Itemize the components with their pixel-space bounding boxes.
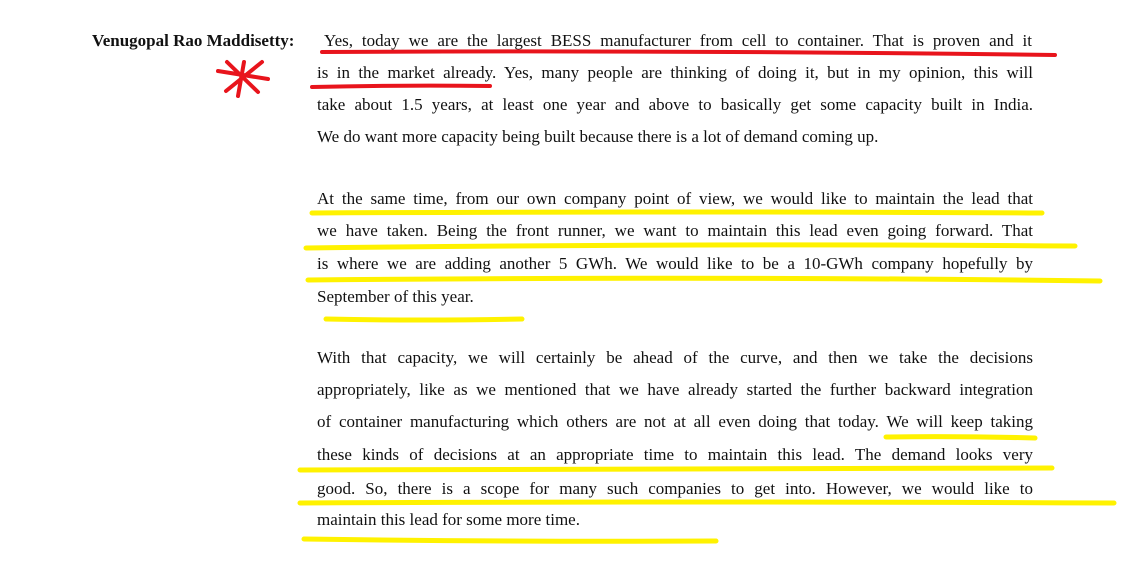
asterisk-icon [218,62,268,96]
paragraph-3-line-6: maintain this lead for some more time. [317,510,580,529]
paragraph-2-line-4: September of this year. [317,287,474,306]
paragraph-1-line-3: take about 1.5 years, at least one year and above to basically get some capacity built in India. [317,95,1033,114]
paragraph-3-line-2: appropriately, like as we mentioned that we have already started the further backward integration [317,380,1033,399]
yellow-underline-p3-line-4 [300,468,1052,470]
yellow-underline-p2-line-4 [326,319,522,320]
paragraph-3-line-4: these kinds of decisions at an appropriate time to maintain this lead. The demand looks very [317,445,1033,464]
paragraph-1-line-1: Yes, today we are the largest BESS manufacturer from cell to container. That is proven and it [324,31,1032,50]
paragraph-1-line-4: We do want more capacity being built because there is a lot of demand coming up. [317,127,879,146]
paragraph-3-line-5: good. So, there is a scope for many such companies to get into. However, we would like to [317,479,1033,498]
yellow-underline-p2-line-3 [308,278,1100,281]
yellow-underline-p2-line-1 [312,212,1042,213]
paragraph-2-line-2: we have taken. Being the front runner, we want to maintain this lead even going forward. That [317,221,1033,240]
yellow-underline-p3-line-3 [886,437,1035,438]
yellow-underline-p3-line-6 [304,539,716,541]
speaker-name: Venugopal Rao Maddisetty: [92,31,295,50]
paragraph-3-line-3: of container manufacturing which others are not at all even doing that today. We will keep taking [317,412,1033,431]
paragraph-3-line-1: With that capacity, we will certainly be ahead of the curve, and then we take the decisions [317,348,1033,367]
yellow-underline-p2-line-2 [306,245,1075,248]
red-underline-line-2 [312,86,490,87]
yellow-underline-p3-line-5 [300,502,1114,503]
paragraph-1-line-2: is in the market already. Yes, many people are thinking of doing it, but in my opinion, this will [317,63,1033,82]
paragraph-2-line-1: At the same time, from our own company point of view, we would like to maintain the lead that [317,189,1033,208]
paragraph-2-line-3: is where we are adding another 5 GWh. We would like to be a 10-GWh company hopefully by [317,254,1033,273]
